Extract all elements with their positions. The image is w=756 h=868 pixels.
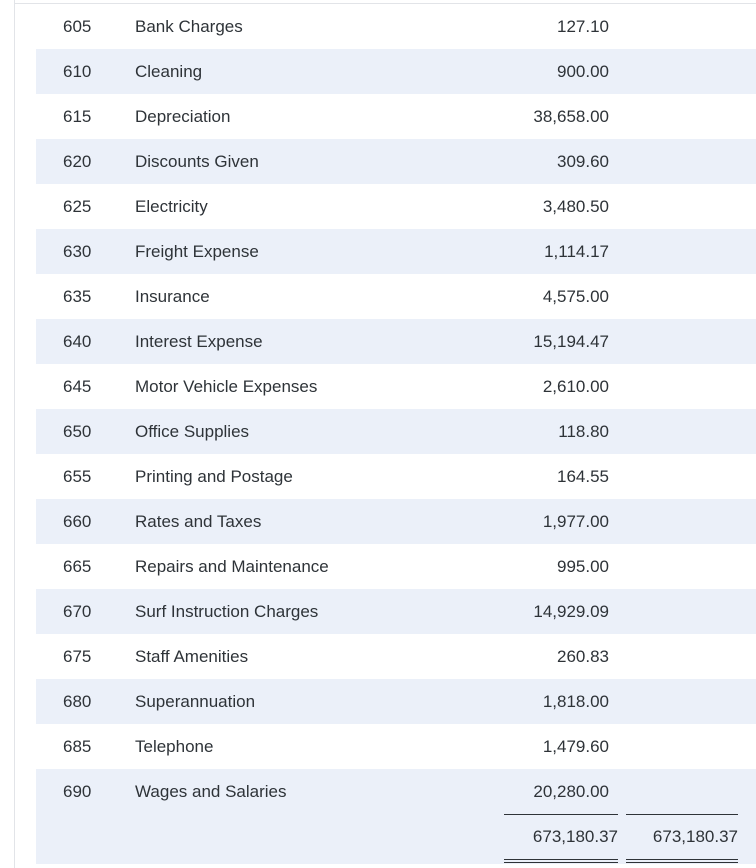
table-row bbox=[36, 634, 756, 679]
account-code: 650 bbox=[63, 422, 92, 441]
debit-amount: 1,818.00 bbox=[542, 692, 609, 711]
left-border bbox=[14, 0, 15, 868]
total-debit: 673,180.37 bbox=[532, 827, 618, 846]
account-name: Electricity bbox=[135, 197, 208, 216]
account-code: 630 bbox=[63, 242, 92, 261]
account-name: Discounts Given bbox=[135, 152, 259, 171]
debit-amount: 15,194.47 bbox=[533, 332, 609, 351]
account-code: 665 bbox=[63, 557, 92, 576]
account-code: 690 bbox=[63, 782, 92, 801]
account-name: Wages and Salaries bbox=[135, 782, 287, 801]
table-row bbox=[36, 679, 756, 724]
account-rows bbox=[36, 4, 756, 814]
account-name: Insurance bbox=[135, 287, 210, 306]
table-row bbox=[36, 769, 756, 814]
account-name: Telephone bbox=[135, 737, 214, 756]
debit-amount: 164.55 bbox=[557, 467, 609, 486]
account-code: 625 bbox=[63, 197, 92, 216]
account-name: Motor Vehicle Expenses bbox=[135, 377, 318, 396]
debit-amount: 2,610.00 bbox=[542, 377, 609, 396]
account-code: 620 bbox=[63, 152, 92, 171]
account-name: Printing and Postage bbox=[135, 467, 293, 486]
account-name: Office Supplies bbox=[135, 422, 250, 441]
table-row bbox=[36, 499, 756, 544]
account-code: 615 bbox=[63, 107, 92, 126]
account-code: 655 bbox=[63, 467, 92, 486]
double-underline bbox=[626, 859, 738, 860]
debit-amount: 3,480.50 bbox=[542, 197, 609, 216]
double-underline bbox=[504, 859, 618, 860]
debit-amount: 309.60 bbox=[557, 152, 609, 171]
table-row bbox=[36, 49, 756, 94]
table-row bbox=[36, 229, 756, 274]
account-name: Staff Amenities bbox=[135, 647, 249, 666]
account-name: Bank Charges bbox=[135, 17, 243, 36]
debit-amount: 127.10 bbox=[557, 17, 609, 36]
trial-balance-table bbox=[36, 4, 756, 864]
table-row bbox=[36, 319, 756, 364]
debit-amount: 900.00 bbox=[557, 62, 609, 81]
debit-amount: 260.83 bbox=[557, 647, 609, 666]
debit-amount: 4,575.00 bbox=[542, 287, 609, 306]
account-code: 610 bbox=[63, 62, 92, 81]
account-name: Depreciation bbox=[135, 107, 231, 126]
account-name: Repairs and Maintenance bbox=[135, 557, 329, 576]
debit-amount: 1,977.00 bbox=[542, 512, 609, 531]
account-name: Superannuation bbox=[135, 692, 256, 711]
debit-amount: 20,280.00 bbox=[533, 782, 609, 801]
table-row bbox=[36, 454, 756, 499]
account-name: Cleaning bbox=[135, 62, 203, 81]
total-credit: 673,180.37 bbox=[652, 827, 738, 846]
account-code: 680 bbox=[63, 692, 92, 711]
account-name: Interest Expense bbox=[135, 332, 263, 351]
total-credit-box bbox=[626, 814, 738, 863]
account-code: 675 bbox=[63, 647, 92, 666]
total-debit-box bbox=[504, 814, 618, 863]
account-code: 685 bbox=[63, 737, 92, 756]
table-row bbox=[36, 184, 756, 229]
account-name: Surf Instruction Charges bbox=[135, 602, 319, 621]
table-row bbox=[36, 724, 756, 769]
account-code: 645 bbox=[63, 377, 92, 396]
table-row bbox=[36, 364, 756, 409]
account-name: Rates and Taxes bbox=[135, 512, 262, 531]
totals-row bbox=[36, 814, 756, 864]
debit-amount: 1,479.60 bbox=[542, 737, 609, 756]
table-row bbox=[36, 589, 756, 634]
table-row bbox=[36, 409, 756, 454]
debit-amount: 38,658.00 bbox=[533, 107, 609, 126]
double-underline bbox=[626, 862, 738, 863]
table-row bbox=[36, 544, 756, 589]
account-code: 670 bbox=[63, 602, 92, 621]
debit-amount: 118.80 bbox=[558, 422, 609, 441]
debit-amount: 1,114.17 bbox=[544, 242, 609, 261]
table-row bbox=[36, 94, 756, 139]
double-underline bbox=[504, 862, 618, 863]
account-name: Freight Expense bbox=[135, 242, 259, 261]
table-row bbox=[36, 4, 756, 49]
table-row bbox=[36, 274, 756, 319]
account-code: 660 bbox=[63, 512, 92, 531]
debit-amount: 14,929.09 bbox=[533, 602, 609, 621]
debit-amount: 995.00 bbox=[557, 557, 609, 576]
table-row bbox=[36, 139, 756, 184]
account-code: 635 bbox=[63, 287, 92, 306]
account-code: 605 bbox=[63, 17, 92, 36]
account-code: 640 bbox=[63, 332, 92, 351]
